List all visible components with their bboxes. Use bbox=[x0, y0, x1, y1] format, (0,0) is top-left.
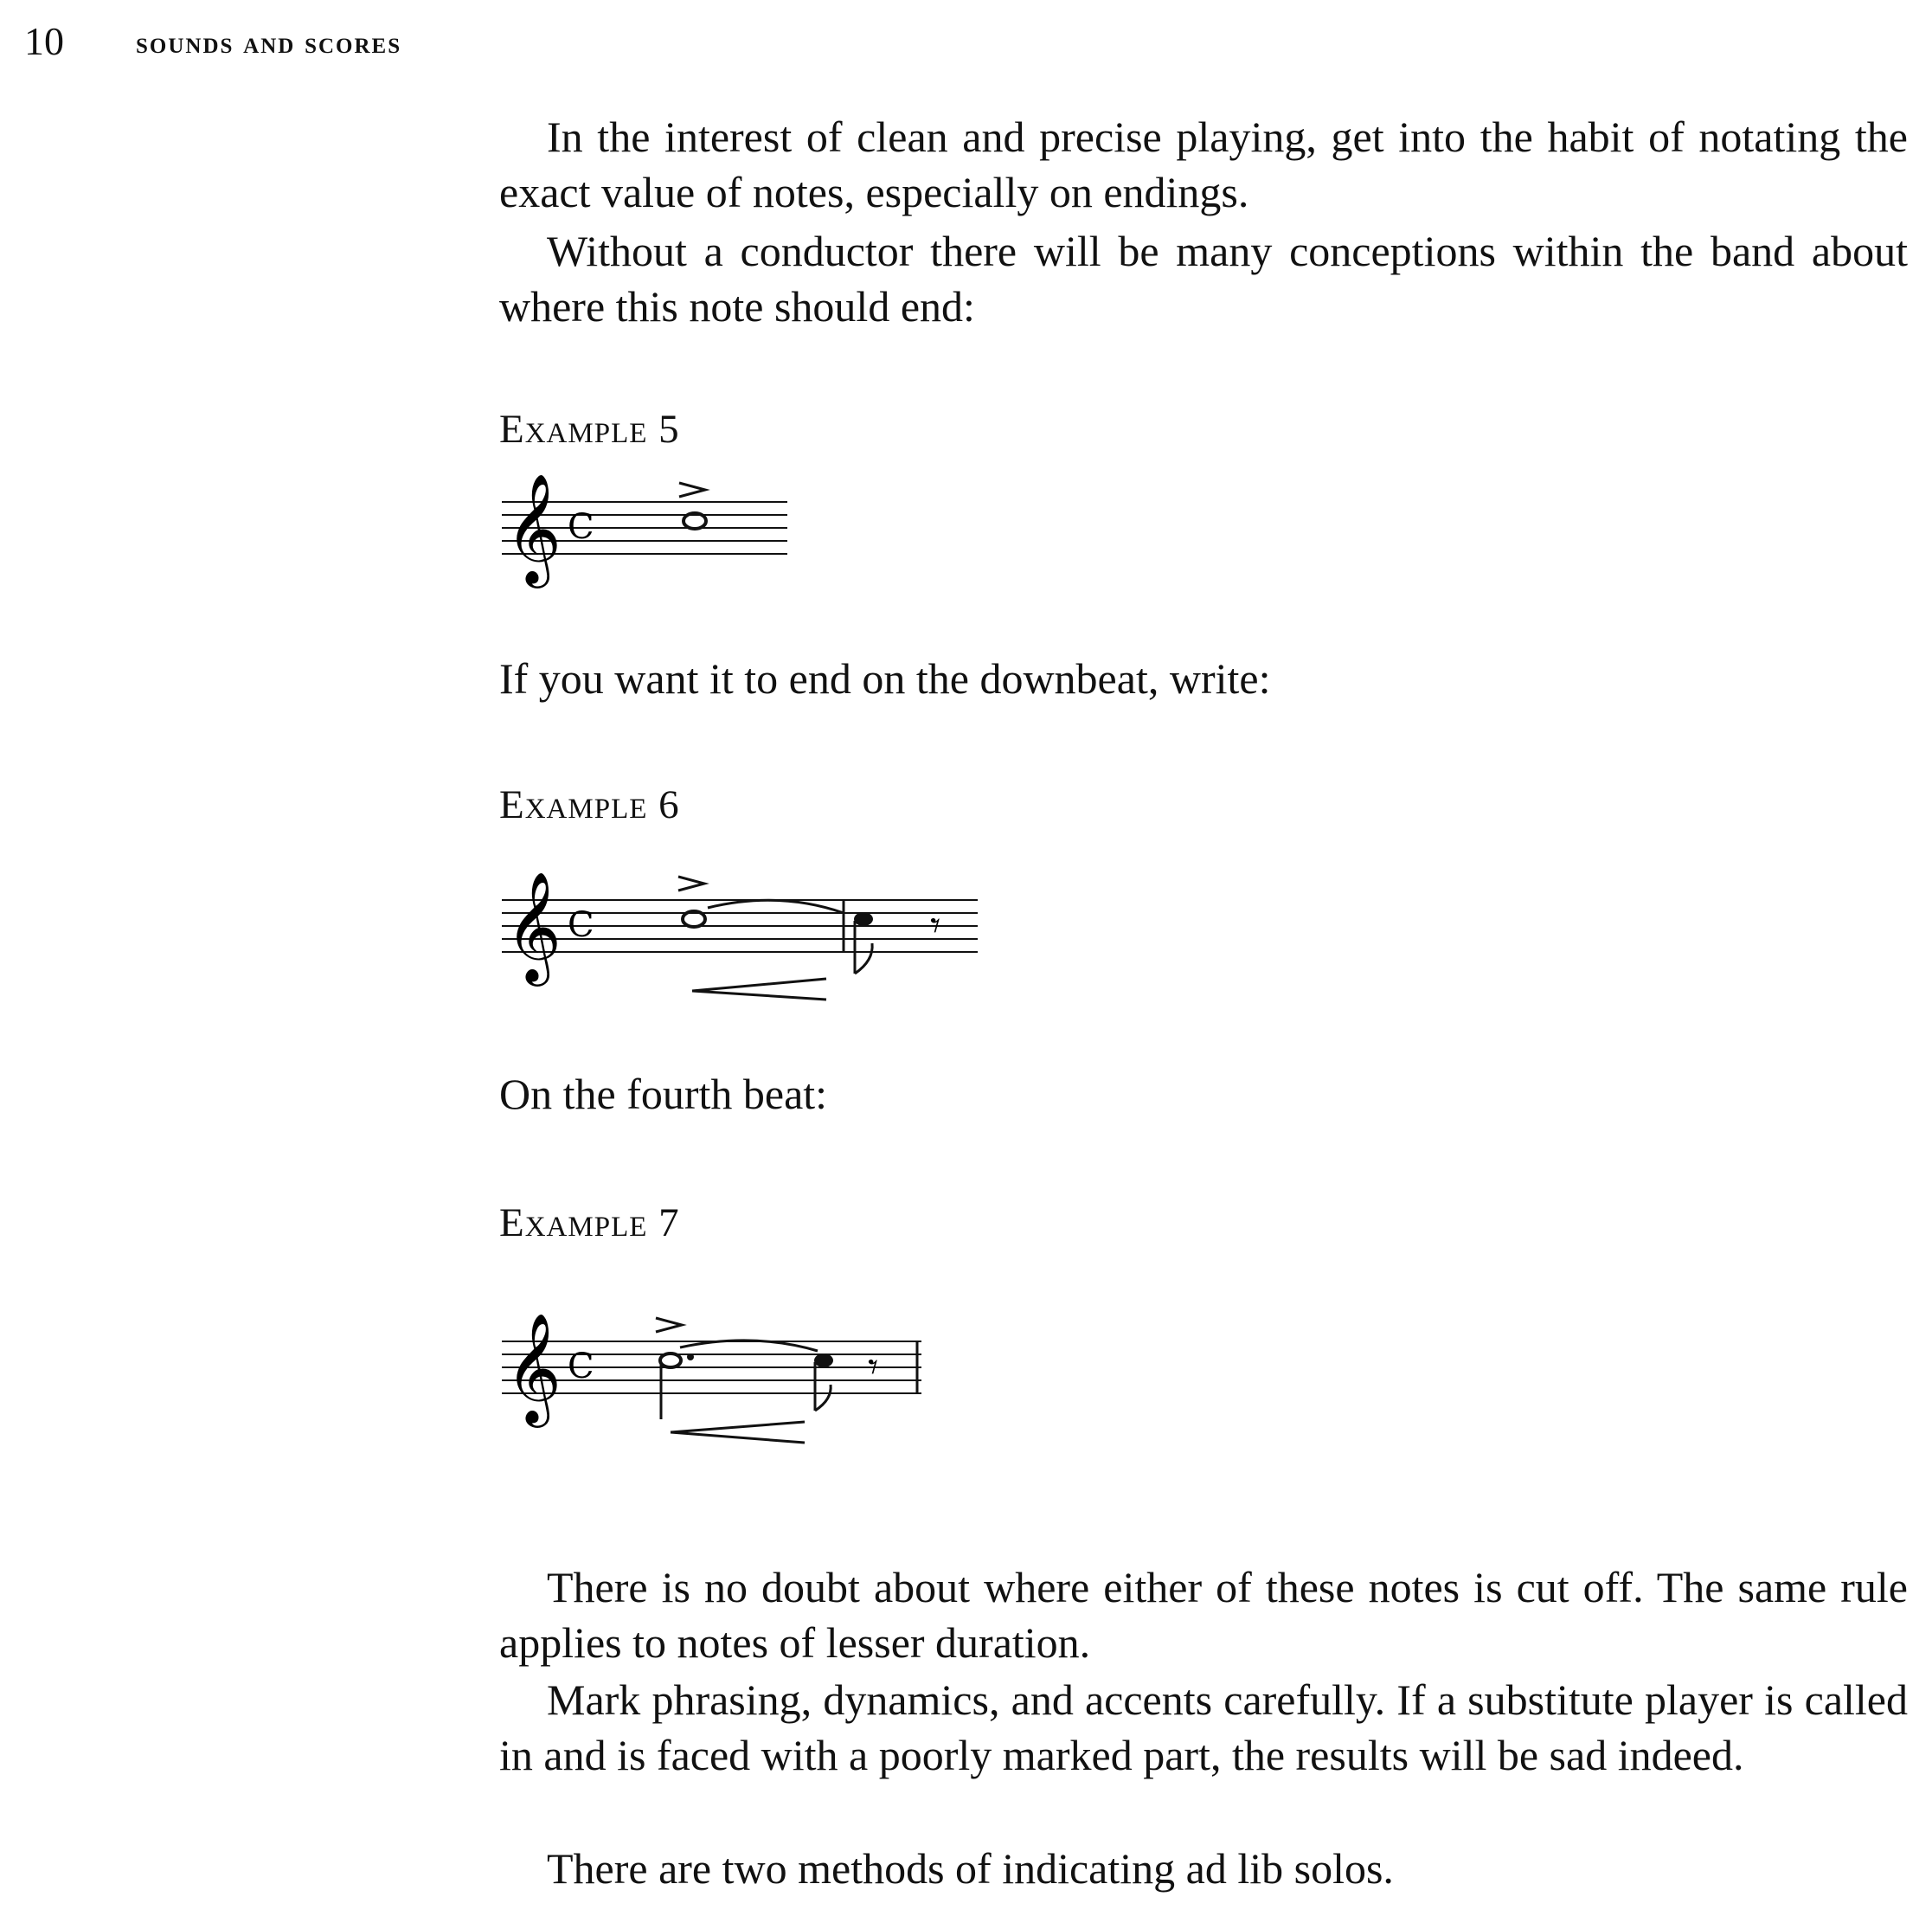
eighth-note bbox=[854, 912, 873, 926]
eighth-note bbox=[814, 1354, 833, 1367]
dot bbox=[687, 1354, 694, 1360]
paragraph: If you want it to end on the downbeat, write: bbox=[499, 654, 1271, 703]
running-head: sounds and scores bbox=[136, 26, 402, 60]
music-staff-example-7 bbox=[493, 1302, 943, 1458]
music-staff-example-6 bbox=[493, 861, 995, 1017]
time-signature: C bbox=[568, 905, 594, 945]
page-number: 10 bbox=[24, 19, 64, 63]
example-label: Example 5 bbox=[499, 407, 680, 452]
treble-clef-icon: 𝄞 bbox=[505, 473, 562, 583]
time-signature: C bbox=[568, 1347, 594, 1386]
paragraph: There is no doubt about where either of these notes is cut off. The same rule applies to notes of lesser duration. bbox=[499, 1563, 1908, 1667]
eighth-rest-icon: 𝄾 bbox=[930, 902, 941, 948]
paragraph: In the interest of clean and precise playing, get into the habit of notating the exact value of notes, especially on endings. bbox=[499, 113, 1908, 216]
accent-mark bbox=[678, 877, 704, 891]
note-flag bbox=[815, 1385, 831, 1411]
note-flag bbox=[855, 943, 872, 974]
time-signature: C bbox=[568, 507, 594, 547]
music-staff-example-5 bbox=[493, 467, 805, 606]
diminuendo-hairpin bbox=[692, 979, 826, 1000]
accent-mark bbox=[656, 1318, 682, 1332]
treble-clef-icon: 𝄞 bbox=[505, 871, 562, 981]
example-label: Example 7 bbox=[499, 1200, 680, 1245]
eighth-rest-icon: 𝄾 bbox=[868, 1343, 879, 1390]
treble-clef-icon: 𝄞 bbox=[505, 1312, 562, 1423]
tie bbox=[708, 900, 844, 913]
accent-mark bbox=[679, 483, 705, 497]
paragraph: Mark phrasing, dynamics, and accents carefully. If a substitute player is called in and is faced with a poorly marked part, the results will be sad indeed. bbox=[499, 1675, 1908, 1779]
example-label: Example 6 bbox=[499, 782, 680, 827]
paragraph: There are two methods of indicating ad lib solos. bbox=[547, 1844, 1394, 1893]
half-note bbox=[660, 1354, 681, 1367]
paragraph: On the fourth beat: bbox=[499, 1070, 828, 1118]
paragraph: Without a conductor there will be many conceptions within the band about where this note should end: bbox=[499, 227, 1908, 331]
diminuendo-hairpin bbox=[671, 1422, 805, 1443]
